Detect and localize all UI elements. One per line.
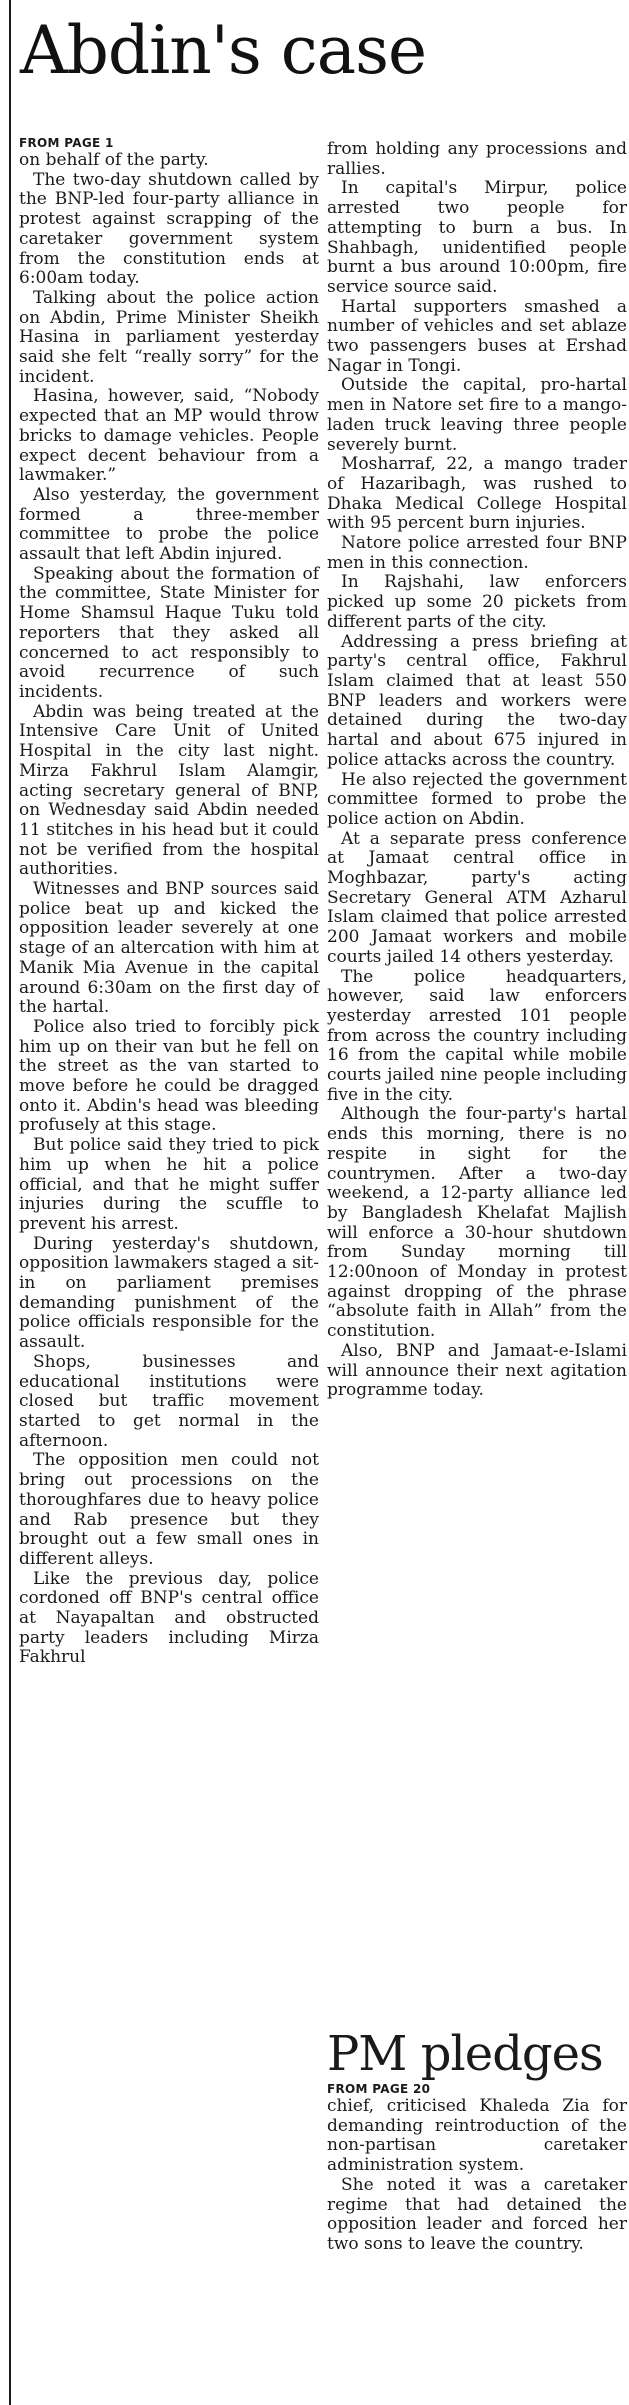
paragraph: Hasina, however, said, “Nobody expected that an MP would throw bricks to damage vehicles. People expect decent behaviour from a lawmaker.” [19,386,319,486]
paragraph: Also yesterday, the government formed a three-member committee to probe the police assault that left Abdin injured. [19,484,319,565]
paragraph: Mosharraf, 22, a mango trader of Hazaribagh, was rushed to Dhaka Medical College Hospital with 95 percent burn injuries. [327,454,627,534]
paragraph: Although the four-party's hartal ends this morning, there is no respite in sight for the countrymen. After a two-day weekend, a 12-party alliance led by Bangladesh Khelafat Majlish will enforce a 30-hour shutdown from Sunday morning till 12:00noon of Monday in protest against dropping of the phrase “absolute faith in Allah” from the constitution. [327,1104,627,1342]
article-2 [327,2026,627,2255]
paragraph: from holding any processions and rallies. [327,139,627,179]
paragraph: chief, criticised Khaleda Zia for demanding reintroduction of the non-partisan caretaker administration system. [327,2096,627,2176]
article-2-body [327,2097,627,2255]
article-column-2 [327,140,627,1401]
paragraph: He also rejected the government committee formed to probe the police action on Abdin. [327,769,627,829]
paragraph: Witnesses and BNP sources said police beat up and kicked the opposition leader severely at one stage of an altercation with him at Manik Mia Avenue in the capital around 6:30am on the first day of the hartal. [19,879,319,1018]
paragraph: The opposition men could not bring out processions on the thoroughfares due to heavy police and Rab presence but they brought out a few small ones in different alleys. [19,1450,319,1569]
paragraph: Abdin was being treated at the Intensive Care Unit of United Hospital in the city last night. Mirza Fakhrul Islam Alamgir, acting secretary general of BNP, on Wednesday said Abdin needed 11 stitches in his head but it could not be verified from the hospital authorities. [19,701,319,880]
paragraph: The two-day shutdown called by the BNP-led four-party alliance in protest against scrapping of the caretaker government system from the constitution ends at 6:00am today. [19,169,319,289]
article-column-1 [19,136,319,1668]
article-headline: Abdin's case [20,12,427,89]
paragraph: Hartal supporters smashed a number of vehicles and set ablaze two passengers buses at Ershad Nagar in Tongi. [327,296,627,376]
paragraph: During yesterday's shutdown, opposition lawmakers staged a sit-in on parliament premises demanding punishment of the police officials responsible for the assault. [19,1233,319,1353]
paragraph: Speaking about the formation of the committee, State Minister for Home Shamsul Haque Tuku told reporters that they asked all concerned to act responsibly to avoid recurrence of such incidents. [19,563,319,702]
paragraph: Natore police arrested four BNP men in this connection. [327,533,627,573]
paragraph: on behalf of the party. [19,150,209,170]
paragraph: Addressing a press briefing at party's central office, Fakhrul Islam claimed that at least 550 BNP leaders and workers were detained during the two-day hartal and about 675 injured in police attacks across the country. [327,631,627,770]
paragraph: In Rajshahi, law enforcers picked up some 20 pickets from different parts of the city. [327,572,627,632]
paragraph: Like the previous day, police cordoned off BNP's central office at Nayapaltan and obstructed party leaders including Mirza Fakhrul [19,1568,319,1668]
paragraph: Also, BNP and Jamaat-e-Islami will announce their next agitation programme today. [327,1340,627,1401]
paragraph: But police said they tried to pick him up when he hit a police official, and that he might suffer injuries during the scuffle to prevent his arrest. [19,1135,319,1234]
paragraph: Talking about the police action on Abdin, Prime Minister Sheikh Hasina in parliament yesterday said she felt “really sorry” for the incident. [19,287,319,387]
paragraph: In capital's Mirpur, police arrested two people for attempting to burn a bus. In Shahbagh, unidentified people burnt a bus around 10:00pm, fire service source said. [327,178,627,297]
column-rule [9,0,11,2405]
article-2-headline: PM pledges [327,2026,603,2082]
paragraph: Shops, businesses and educational institutions were closed but traffic movement started to get normal in the afternoon. [19,1351,319,1451]
paragraph: Police also tried to forcibly pick him up on their van but he fell on the street as the van started to move before he could be dragged onto it. Abdin's head was bleeding profusely at this stage. [19,1016,319,1136]
paragraph: She noted it was a caretaker regime that had detained the opposition leader and forced her two sons to leave the country. [327,2174,627,2254]
paragraph: Outside the capital, pro-hartal men in Natore set fire to a mango-laden truck leaving three people severely burnt. [327,375,627,455]
paragraph: At a separate press conference at Jamaat central office in Moghbazar, party's acting Secretary General ATM Azharul Islam claimed that police arrested 200 Jamaat workers and mobile courts jailed 14 others yesterday. [327,828,627,967]
from-page-label: FROM PAGE 1 [19,136,114,150]
from-page-label-2: FROM PAGE 20 [327,2082,431,2096]
paragraph: The police headquarters, however, said law enforcers yesterday arrested 101 people from across the country including 16 from the capital while mobile courts jailed nine people including five in the city. [327,966,627,1105]
